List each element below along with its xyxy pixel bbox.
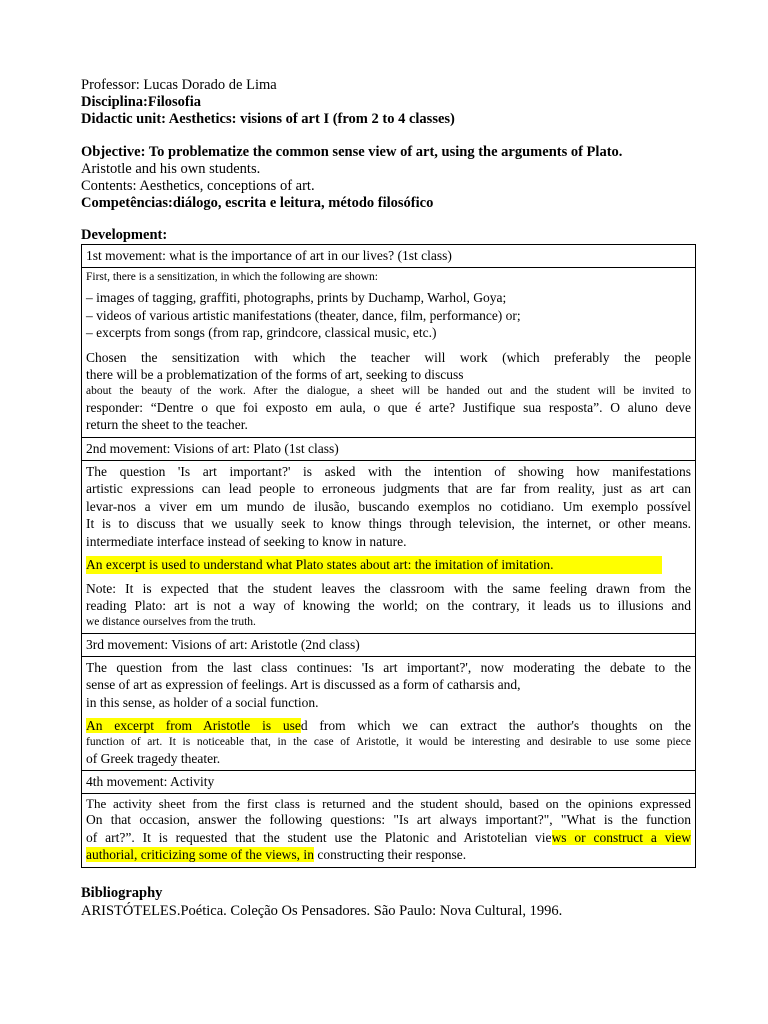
note-line: we distance ourselves from the truth. [86, 615, 256, 628]
development-label: Development: [81, 227, 168, 243]
movement-1-body [82, 268, 696, 438]
excerpt-last-line: of Greek tragedy theater. [86, 750, 221, 766]
movement-2-paragraph [86, 463, 691, 551]
movement-1-bullets [86, 289, 691, 342]
bullet-item: – images of tagging, graffiti, photographs, prints by Duchamp, Warhol, Goya; [86, 290, 507, 305]
development-table [81, 244, 696, 868]
paragraph-line: sense of art as expression of feelings. Art is discussed as a form of catharsis and, [86, 677, 521, 692]
discipline-line: Disciplina:Filosofia [81, 94, 202, 110]
didactic-unit-line: Didactic unit: Aesthetics: visions of art I (from 2 to 4 classes) [81, 111, 455, 127]
activity-pre: of art?”. It is requested that the student use the Platonic and Aristotelian vie [86, 829, 552, 845]
paragraph-line: levar-nos a viver em um mundo de ilusão, buscando exemplos no cotidiano. Um exemplo possível [86, 498, 691, 514]
paragraph-line: artistic expressions can lead people to erroneous judgments that are far from reality, just as art can [86, 481, 691, 496]
movement-4-body [82, 794, 696, 868]
note-line: reading Plato: art is not a way of knowing the world; on the contrary, it leads us to illusions and [86, 598, 691, 613]
movement-2-note [86, 580, 691, 630]
paragraph-line: The question from the last class continues: 'Is art important?', now moderating the debate to the [86, 659, 691, 675]
movement-4-title: 4th movement: Activity [82, 771, 696, 794]
movement-3-body [82, 656, 696, 771]
paragraph-line: about the beauty of the work. After the dialogue, a sheet will be handed out and the student will be invited to [86, 384, 691, 397]
activity-line: The activity sheet from the first class is returned and the student should, based on the opinions expressed [86, 796, 691, 811]
professor-line: Professor: Lucas Dorado de Lima [81, 77, 277, 93]
activity-line: On that occasion, answer the following questions: "Is art always important?", "What is the function [86, 812, 691, 827]
movement-2-title: 2nd movement: Visions of art: Plato (1st class) [82, 437, 696, 460]
movement-3-title: 3rd movement: Visions of art: Aristotle (2nd class) [82, 633, 696, 656]
movement-3-excerpt [86, 717, 691, 767]
paragraph-line: there will be a problematization of the forms of art, seeking to discuss [86, 367, 464, 382]
bullet-item: – videos of various artistic manifestations (theater, dance, film, performance) or; [86, 307, 521, 323]
contents-line: Contents: Aesthetics, conceptions of art. [81, 178, 315, 194]
objective-line: Objective: To problematize the common sense view of art, using the arguments of Plato. [81, 144, 623, 160]
aristotle-highlight: An excerpt from Aristotle is use [86, 718, 301, 733]
excerpt-line [86, 717, 691, 735]
movement-4-paragraph [86, 796, 691, 864]
bibliography-label: Bibliography [81, 884, 163, 901]
paragraph-line: intermediate interface instead of seeking to know in nature. [86, 533, 407, 549]
bibliography-section [81, 884, 696, 920]
paragraph-line: The question 'Is art important?' is asked with the intention of showing how manifestations [86, 463, 691, 479]
movement-1-title: 1st movement: what is the importance of art in our lives? (1st class) [82, 245, 696, 268]
plato-highlight-wrap [86, 556, 691, 574]
movement-1-intro: First, there is a sensitization, in which the following are shown: [86, 271, 378, 283]
objective-continuation: Aristotle and his own students. [81, 161, 261, 177]
movement-2-body [82, 460, 696, 633]
movement-3-paragraph [86, 659, 691, 712]
movement-1-paragraph [86, 349, 691, 434]
activity-highlight-1: ws or construct a view [551, 829, 692, 845]
paragraph-line: responder: “Dentre o que foi exposto em aula, o que é arte? Justifique sua resposta”. O aluno deve [86, 399, 691, 415]
note-line: Note: It is expected that the student leaves the classroom with the same feeling drawn from the [86, 580, 691, 596]
activity-rest: constructing their response. [313, 847, 467, 862]
paragraph-line: in this sense, as holder of a social function. [86, 694, 319, 710]
excerpt-rest: d from which we can extract the author's thoughts on the [300, 718, 691, 733]
competencies-line: Competências:diálogo, escrita e leitura, método filosófico [81, 195, 434, 211]
bullet-item: – excerpts from songs (from rap, grindcore, classical music, etc.) [86, 325, 437, 340]
activity-highlight-2: authorial, criticizing some of the views, in [86, 847, 314, 862]
activity-line [86, 829, 691, 847]
paragraph-line: It is to discuss that we usually seek to know things through television, the internet, or other means. [86, 516, 691, 531]
paragraph-line: Chosen the sensitization with which the teacher will work (which preferably the people [86, 349, 691, 365]
document-page [81, 77, 696, 920]
paragraph-line: return the sheet to the teacher. [86, 417, 248, 432]
activity-line [86, 846, 691, 864]
bibliography-entry: ARISTÓTELES.Poética. Coleção Os Pensadores. São Paulo: Nova Cultural, 1996. [81, 902, 563, 919]
excerpt-small-line: function of art. It is noticeable that, in the case of Aristotle, it would be interesting and desirable to use some piece [86, 735, 691, 748]
plato-highlight: An excerpt is used to understand what Plato states about art: the imitation of imitation. [86, 556, 662, 574]
